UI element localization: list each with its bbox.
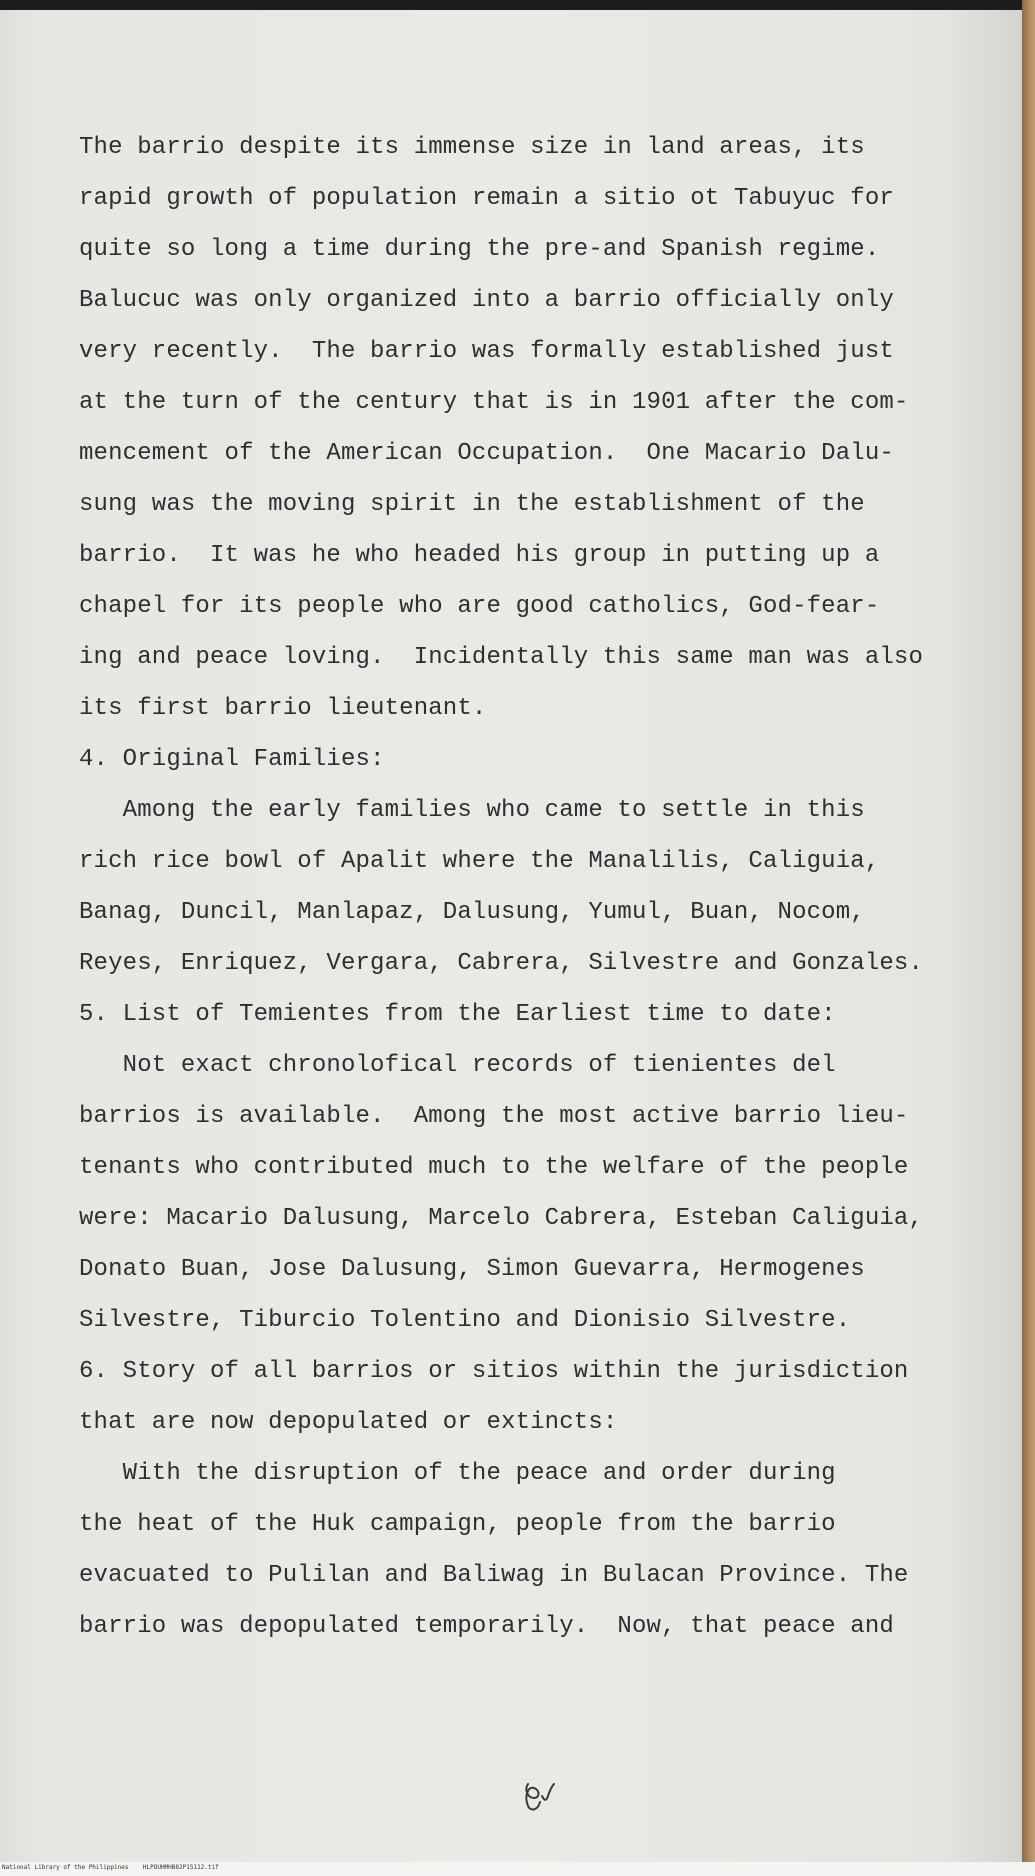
section-heading: 4. Original Families: <box>79 746 385 773</box>
text-line: at the turn of the century that is in 1901 after the com- <box>79 389 909 416</box>
text-line: barrio was depopulated temporarily. Now, that peace and <box>79 1613 894 1640</box>
text-line: Banag, Duncil, Manlapaz, Dalusung, Yumul, Buan, Nocom, <box>79 899 865 926</box>
text-line: were: Macario Dalusung, Marcelo Cabrera, Esteban Caliguia, <box>79 1205 924 1232</box>
text-line: Reyes, Enriquez, Vergara, Cabrera, Silvestre and Gonzales. <box>79 950 924 977</box>
text-line: quite so long a time during the pre-and Spanish regime. <box>79 236 880 263</box>
text-line: The barrio despite its immense size in land areas, its <box>79 134 865 161</box>
text-line: Among the early families who came to settle in this <box>79 797 865 824</box>
section-heading: 5. List of Temientes from the Earliest time to date: <box>79 1001 836 1028</box>
text-line: mencement of the American Occupation. One Macario Dalu- <box>79 440 894 467</box>
text-line: Silvestre, Tiburcio Tolentino and Dionisio Silvestre. <box>79 1307 851 1334</box>
text-line: barrios is available. Among the most active barrio lieu- <box>79 1103 909 1130</box>
text-line: Not exact chronolofical records of tienientes del <box>79 1052 836 1079</box>
text-line: sung was the moving spirit in the establishment of the <box>79 491 865 518</box>
text-line: very recently. The barrio was formally established just <box>79 338 894 365</box>
book-spine-edge <box>1022 0 1035 1862</box>
scan-top-border <box>0 0 1035 10</box>
text-line: tenants who contributed much to the welfare of the people <box>79 1154 909 1181</box>
text-line: With the disruption of the peace and order during <box>79 1460 836 1487</box>
text-line: Balucuc was only organized into a barrio officially only <box>79 287 894 314</box>
text-line: ing and peace loving. Incidentally this same man was also <box>79 644 924 671</box>
text-line: its first barrio lieutenant. <box>79 695 487 722</box>
text-line: chapel for its people who are good catholics, God-fear- <box>79 593 880 620</box>
text-line: Donato Buan, Jose Dalusung, Simon Guevarra, Hermogenes <box>79 1256 865 1283</box>
text-line: rapid growth of population remain a sitio ot Tabuyuc for <box>79 185 894 212</box>
scan-footer-caption: National Library of the Philippines HLPOUHMHB82P15112.tif <box>2 1864 219 1871</box>
text-line: rich rice bowl of Apalit where the Manalilis, Caliguia, <box>79 848 880 875</box>
text-line: evacuated to Pulilan and Baliwag in Bulacan Province. The <box>79 1562 909 1589</box>
text-line: the heat of the Huk campaign, people from the barrio <box>79 1511 836 1538</box>
handwritten-page-mark-icon <box>520 1776 560 1816</box>
text-line: that are now depopulated or extincts: <box>79 1409 618 1436</box>
text-line: barrio. It was he who headed his group in putting up a <box>79 542 880 569</box>
section-heading: 6. Story of all barrios or sitios within the jurisdiction <box>79 1358 909 1385</box>
